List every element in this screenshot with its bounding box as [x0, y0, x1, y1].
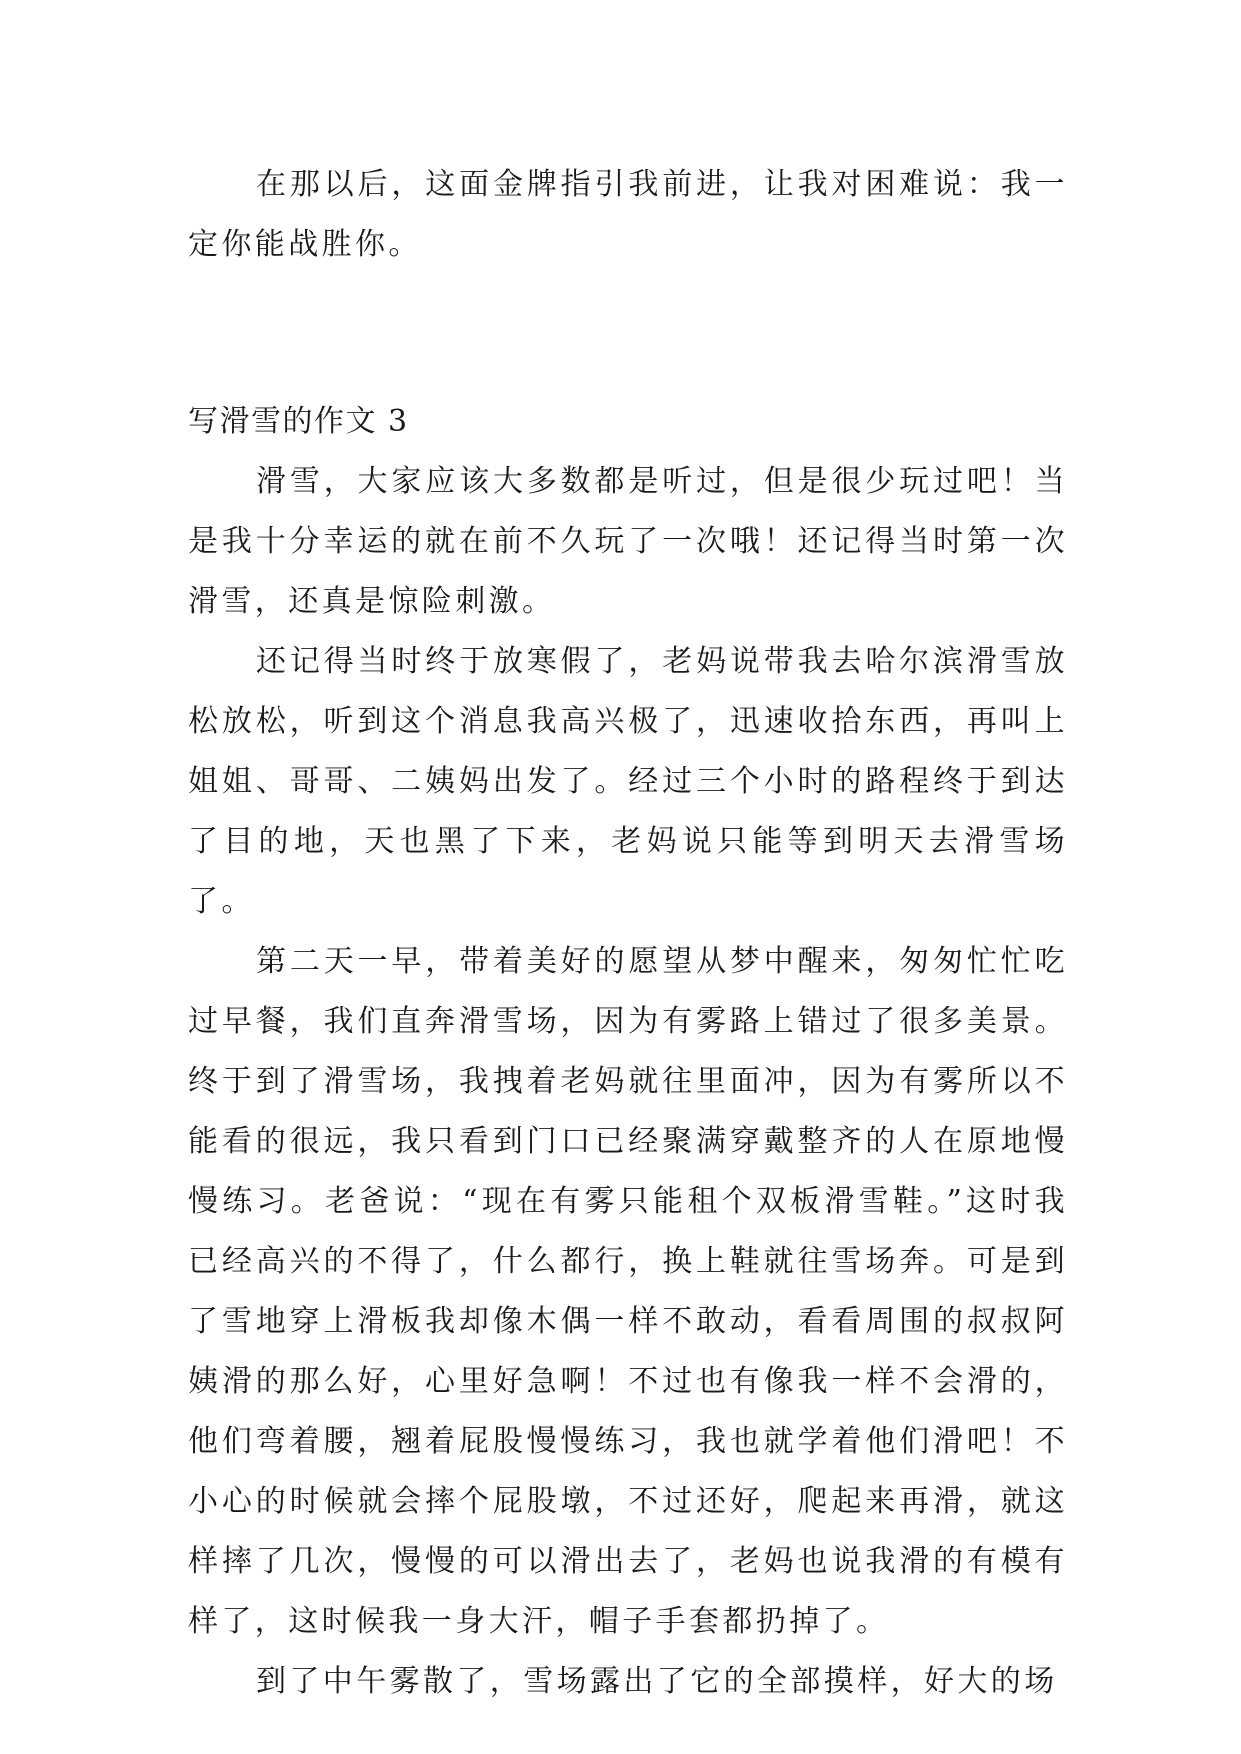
paragraph-top: 在那以后，这面金牌指引我前进，让我对困难说：我一定你能战胜你。 [188, 167, 1068, 262]
paragraph-1: 滑雪，大家应该大多数都是听过，但是很少玩过吧！当是我十分幸运的就在前不久玩了一次哦！还记得当时第一次滑雪，还真是惊险刺激。 [188, 464, 1068, 619]
section-title: 写滑雪的作文 3 [188, 404, 409, 439]
paragraph-4: 到了中午雾散了，雪场露出了它的全部摸样，好大的场 [256, 1664, 1058, 1699]
top-text-block [188, 155, 1068, 275]
paragraph-3: 第二天一早，带着美好的愿望从梦中醒来，匆匆忙忙吃过早餐，我们直奔滑雪场，因为有雾路上错过了很多美景。终于到了滑雪场，我拽着老妈就往里面冲，因为有雾所以不能看的很远，我只看到门口已经聚满穿戴整齐的人在原地慢慢练习。老爸说：“现在有雾只能租个双板滑雪鞋。”这时我已经高兴的不得了，什么都行，换上鞋就往雪场奔。可是到了雪地穿上滑板我却像木偶一样不敢动，看看周围的叔叔阿姨滑的那么好，心里好急啊！不过也有像我一样不会滑的，他们弯着腰，翘着屁股慢慢练习，我也就学着他们滑吧！不小心的时候就会摔个屁股墩，不过还好，爬起来再滑，就这样摔了几次，慢慢的可以滑出去了，老妈也说我滑的有模有样了，这时候我一身大汗，帽子手套都扔掉了。 [188, 944, 1068, 1639]
paragraph-2: 还记得当时终于放寒假了，老妈说带我去哈尔滨滑雪放松放松，听到这个消息我高兴极了，迅速收拾东西，再叫上姐姐、哥哥、二姨妈出发了。经过三个小时的路程终于到达了目的地，天也黑了下来，老妈说只能等到明天去滑雪场了。 [188, 644, 1068, 919]
essay-section [188, 392, 1068, 1712]
